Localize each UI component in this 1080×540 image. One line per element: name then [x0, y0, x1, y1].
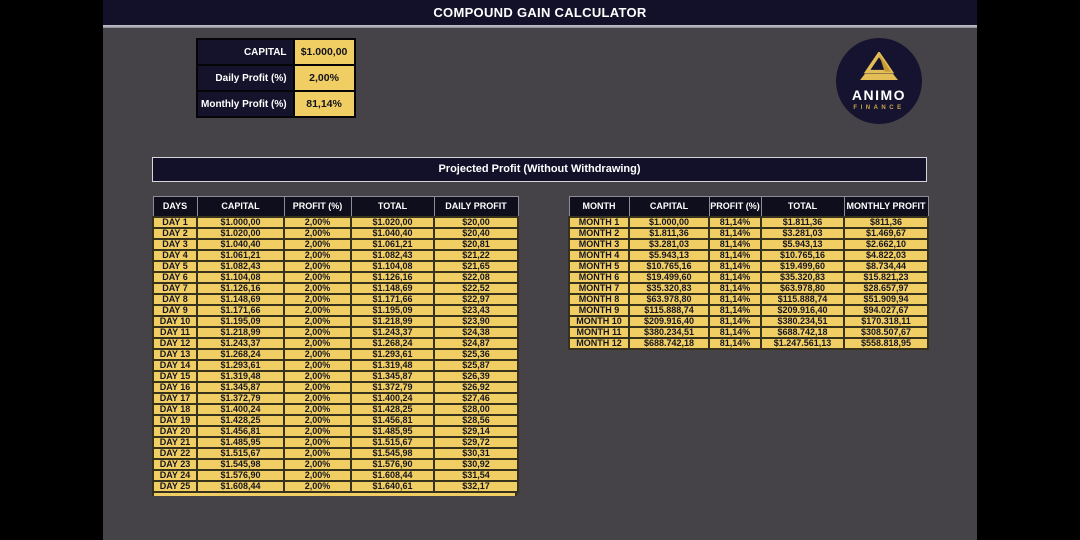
value-cell[interactable]: $28,56	[434, 415, 518, 426]
inputs-block	[196, 38, 356, 118]
value-cell[interactable]: $1.195,09	[351, 305, 434, 316]
monthly-projection-table	[568, 196, 929, 350]
value-cell[interactable]: $1.020,00	[351, 217, 434, 228]
value-cell[interactable]: $94.027,67	[844, 305, 928, 316]
table-row	[569, 316, 928, 327]
value-cell[interactable]: 81,14%	[709, 261, 761, 272]
value-cell[interactable]: 81,14%	[709, 272, 761, 283]
monthly-header-row	[569, 197, 928, 217]
table-row	[153, 437, 518, 448]
value-cell[interactable]: 2,00%	[284, 217, 351, 228]
value-cell[interactable]: $30,31	[434, 448, 518, 459]
value-cell[interactable]: 2,00%	[284, 327, 351, 338]
value-cell[interactable]: 2,00%	[284, 294, 351, 305]
value-cell[interactable]: $2.662,10	[844, 239, 928, 250]
column-header: PROFIT (%)	[709, 197, 761, 217]
row-label-cell[interactable]: DAY 13	[153, 349, 197, 360]
value-cell[interactable]: $380.234,51	[629, 327, 709, 338]
row-label-cell[interactable]: MONTH 7	[569, 283, 629, 294]
value-cell[interactable]: $1.372,79	[351, 382, 434, 393]
table-row	[153, 426, 518, 437]
value-cell[interactable]: $22,08	[434, 272, 518, 283]
row-label-cell[interactable]: DAY 19	[153, 415, 197, 426]
value-cell[interactable]: $15.821,23	[844, 272, 928, 283]
value-cell[interactable]: $1.171,66	[351, 294, 434, 305]
value-cell[interactable]: $1.218,99	[197, 327, 284, 338]
row-label-cell[interactable]: DAY 16	[153, 382, 197, 393]
value-cell[interactable]: $209.916,40	[629, 316, 709, 327]
value-cell[interactable]: $380.234,51	[761, 316, 844, 327]
value-cell[interactable]: $23,43	[434, 305, 518, 316]
value-cell[interactable]: $1.148,69	[197, 294, 284, 305]
value-cell[interactable]: 81,14%	[709, 338, 761, 349]
row-label-cell[interactable]: MONTH 1	[569, 217, 629, 228]
row-label-cell[interactable]: DAY 5	[153, 261, 197, 272]
row-label-cell[interactable]: MONTH 2	[569, 228, 629, 239]
row-label-cell[interactable]: DAY 20	[153, 426, 197, 437]
value-cell[interactable]: 2,00%	[284, 360, 351, 371]
table-row	[153, 360, 518, 371]
value-cell[interactable]: $5.943,13	[761, 239, 844, 250]
table-row	[569, 272, 928, 283]
table-row	[569, 250, 928, 261]
value-cell[interactable]: $1.428,25	[197, 415, 284, 426]
value-cell[interactable]: $20,40	[434, 228, 518, 239]
value-cell[interactable]: $115.888,74	[761, 294, 844, 305]
column-header: CAPITAL	[629, 197, 709, 217]
value-cell[interactable]: $5.943,13	[629, 250, 709, 261]
value-cell[interactable]: $30,92	[434, 459, 518, 470]
row-label-cell[interactable]: DAY 12	[153, 338, 197, 349]
row-label-cell[interactable]: DAY 24	[153, 470, 197, 481]
column-header: TOTAL	[761, 197, 844, 217]
value-cell[interactable]: $1.020,00	[197, 228, 284, 239]
table-row	[153, 261, 518, 272]
value-cell[interactable]: $1.247.561,13	[761, 338, 844, 349]
value-cell[interactable]: $1.268,24	[197, 349, 284, 360]
table-row	[153, 371, 518, 382]
table-row	[153, 415, 518, 426]
table-row	[153, 404, 518, 415]
value-cell[interactable]: $8.734,44	[844, 261, 928, 272]
value-cell[interactable]: $25,36	[434, 349, 518, 360]
value-cell[interactable]: $20,00	[434, 217, 518, 228]
value-cell[interactable]: 2,00%	[284, 305, 351, 316]
value-cell[interactable]: $24,87	[434, 338, 518, 349]
table-row	[569, 327, 928, 338]
value-cell[interactable]: 2,00%	[284, 382, 351, 393]
value-cell[interactable]: $170.318,11	[844, 316, 928, 327]
table-row	[569, 261, 928, 272]
value-cell[interactable]: $26,92	[434, 382, 518, 393]
value-cell[interactable]: $1.040,40	[351, 228, 434, 239]
value-cell[interactable]: $26,39	[434, 371, 518, 382]
column-header: CAPITAL	[197, 197, 284, 217]
value-cell[interactable]: $1.195,09	[197, 316, 284, 327]
daily-projection-table-wrap	[152, 196, 519, 496]
value-cell[interactable]: 2,00%	[284, 404, 351, 415]
table-row	[153, 239, 518, 250]
table-row	[569, 294, 928, 305]
value-cell[interactable]: $29,72	[434, 437, 518, 448]
value-cell[interactable]: $1.345,87	[197, 382, 284, 393]
table-row	[153, 327, 518, 338]
value-cell[interactable]: $1.811,36	[761, 217, 844, 228]
row-label-cell[interactable]: DAY 1	[153, 217, 197, 228]
value-cell[interactable]: $688.742,18	[761, 327, 844, 338]
value-cell[interactable]: $28.657,97	[844, 283, 928, 294]
table-row	[153, 393, 518, 404]
value-cell[interactable]: $22,97	[434, 294, 518, 305]
monthly-profit-row	[197, 91, 355, 117]
value-cell[interactable]: 2,00%	[284, 448, 351, 459]
value-cell[interactable]: 2,00%	[284, 261, 351, 272]
value-cell[interactable]: 2,00%	[284, 349, 351, 360]
title-divider	[103, 25, 977, 28]
row-label-cell[interactable]: DAY 6	[153, 272, 197, 283]
monthly-profit-label: Monthly Profit (%)	[197, 91, 294, 117]
row-label-cell[interactable]: DAY 2	[153, 228, 197, 239]
value-cell[interactable]: $1.319,48	[197, 371, 284, 382]
value-cell[interactable]: $1.126,16	[197, 283, 284, 294]
value-cell[interactable]: $1.243,37	[351, 327, 434, 338]
value-cell[interactable]: $1.293,61	[351, 349, 434, 360]
value-cell[interactable]: $32,17	[434, 481, 518, 492]
value-cell[interactable]: $1.000,00	[629, 217, 709, 228]
value-cell[interactable]: $1.061,21	[351, 239, 434, 250]
triangle-a-logo-icon	[858, 52, 900, 85]
row-label-cell[interactable]: MONTH 11	[569, 327, 629, 338]
value-cell[interactable]: 81,14%	[709, 217, 761, 228]
value-cell[interactable]: 2,00%	[284, 283, 351, 294]
value-cell[interactable]: $209.916,40	[761, 305, 844, 316]
table-row	[153, 349, 518, 360]
value-cell[interactable]: $1.469,67	[844, 228, 928, 239]
value-cell[interactable]: $4.822,03	[844, 250, 928, 261]
value-cell[interactable]: 2,00%	[284, 415, 351, 426]
row-label-cell[interactable]: DAY 18	[153, 404, 197, 415]
value-cell[interactable]: $3.281,03	[761, 228, 844, 239]
column-header: PROFIT (%)	[284, 197, 351, 217]
value-cell[interactable]: $1.456,81	[351, 415, 434, 426]
value-cell[interactable]: $51.909,94	[844, 294, 928, 305]
table-row	[153, 470, 518, 481]
value-cell[interactable]: $3.281,03	[629, 239, 709, 250]
capital-value-cell[interactable]: $1.000,00	[294, 39, 355, 65]
value-cell[interactable]: $31,54	[434, 470, 518, 481]
row-label-cell[interactable]: DAY 3	[153, 239, 197, 250]
logo-sub-text: FINANCE	[853, 104, 905, 111]
column-header: MONTH	[569, 197, 629, 217]
animo-finance-logo	[836, 38, 922, 124]
value-cell[interactable]: $1.811,36	[629, 228, 709, 239]
value-cell[interactable]: 81,14%	[709, 283, 761, 294]
value-cell[interactable]: 2,00%	[284, 393, 351, 404]
value-cell[interactable]: 81,14%	[709, 305, 761, 316]
value-cell[interactable]: 81,14%	[709, 327, 761, 338]
row-label-cell[interactable]: MONTH 3	[569, 239, 629, 250]
table-row	[569, 217, 928, 228]
row-label-cell[interactable]: DAY 9	[153, 305, 197, 316]
value-cell[interactable]: $1.485,95	[197, 437, 284, 448]
column-header: DAYS	[153, 197, 197, 217]
value-cell[interactable]: $1.218,99	[351, 316, 434, 327]
table-row	[153, 272, 518, 283]
row-label-cell[interactable]: DAY 11	[153, 327, 197, 338]
table-row	[153, 338, 518, 349]
value-cell[interactable]: 81,14%	[709, 250, 761, 261]
value-cell[interactable]: $1.515,67	[197, 448, 284, 459]
column-header: DAILY PROFIT	[434, 197, 518, 217]
table-row	[569, 283, 928, 294]
row-label-cell[interactable]: MONTH 12	[569, 338, 629, 349]
value-cell[interactable]: $1.293,61	[197, 360, 284, 371]
daily-profit-value-cell[interactable]: 2,00%	[294, 65, 355, 91]
main-panel	[103, 0, 977, 540]
value-cell[interactable]: $1.372,79	[197, 393, 284, 404]
value-cell[interactable]: $27,46	[434, 393, 518, 404]
daily-header-row	[153, 197, 518, 217]
table-row	[153, 382, 518, 393]
value-cell[interactable]: $1.608,44	[197, 481, 284, 492]
value-cell[interactable]: 2,00%	[284, 239, 351, 250]
value-cell[interactable]: 81,14%	[709, 239, 761, 250]
daily-profit-label: Daily Profit (%)	[197, 65, 294, 91]
page-title: COMPOUND GAIN CALCULATOR	[103, 0, 977, 25]
value-cell[interactable]: $1.126,16	[351, 272, 434, 283]
row-label-cell[interactable]: DAY 23	[153, 459, 197, 470]
row-label-cell[interactable]: DAY 21	[153, 437, 197, 448]
table-row	[569, 305, 928, 316]
value-cell[interactable]: $20,81	[434, 239, 518, 250]
value-cell[interactable]: $21,65	[434, 261, 518, 272]
table-row	[153, 228, 518, 239]
value-cell[interactable]: $1.400,24	[351, 393, 434, 404]
value-cell[interactable]: $19.499,60	[629, 272, 709, 283]
value-cell[interactable]: $1.148,69	[351, 283, 434, 294]
value-cell[interactable]: $35.320,83	[761, 272, 844, 283]
value-cell[interactable]: $23,90	[434, 316, 518, 327]
value-cell[interactable]: $1.104,08	[197, 272, 284, 283]
table-row	[569, 239, 928, 250]
value-cell[interactable]: 81,14%	[709, 316, 761, 327]
value-cell[interactable]: $1.082,43	[351, 250, 434, 261]
value-cell[interactable]: $10.765,16	[629, 261, 709, 272]
value-cell[interactable]: $25,87	[434, 360, 518, 371]
table-row	[153, 305, 518, 316]
value-cell[interactable]: $1.545,98	[197, 459, 284, 470]
value-cell[interactable]: $35.320,83	[629, 283, 709, 294]
value-cell[interactable]: $1.576,90	[197, 470, 284, 481]
value-cell[interactable]: $115.888,74	[629, 305, 709, 316]
value-cell[interactable]: $10.765,16	[761, 250, 844, 261]
value-cell[interactable]: $558.818,95	[844, 338, 928, 349]
monthly-projection-table-wrap	[568, 196, 929, 350]
row-label-cell[interactable]: DAY 15	[153, 371, 197, 382]
table-row	[153, 316, 518, 327]
table-row	[153, 250, 518, 261]
value-cell[interactable]: 2,00%	[284, 470, 351, 481]
value-cell[interactable]: 2,00%	[284, 371, 351, 382]
table-row	[153, 294, 518, 305]
row-label-cell[interactable]: MONTH 9	[569, 305, 629, 316]
table-row	[569, 228, 928, 239]
row-label-cell[interactable]: MONTH 8	[569, 294, 629, 305]
value-cell[interactable]: $21,22	[434, 250, 518, 261]
row-label-cell[interactable]: DAY 8	[153, 294, 197, 305]
row-label-cell[interactable]: MONTH 4	[569, 250, 629, 261]
value-cell[interactable]: 2,00%	[284, 250, 351, 261]
column-header: TOTAL	[351, 197, 434, 217]
row-label-cell[interactable]: DAY 4	[153, 250, 197, 261]
value-cell[interactable]: $1.608,44	[351, 470, 434, 481]
row-label-cell[interactable]: DAY 10	[153, 316, 197, 327]
row-label-cell[interactable]: MONTH 5	[569, 261, 629, 272]
table-row	[569, 338, 928, 349]
value-cell[interactable]: 2,00%	[284, 481, 351, 492]
table-row	[153, 217, 518, 228]
value-cell[interactable]: $1.456,81	[197, 426, 284, 437]
value-cell[interactable]: $63.978,80	[629, 294, 709, 305]
row-label-cell[interactable]: DAY 7	[153, 283, 197, 294]
value-cell[interactable]: 2,00%	[284, 228, 351, 239]
value-cell[interactable]: $1.545,98	[351, 448, 434, 459]
value-cell[interactable]: $1.345,87	[351, 371, 434, 382]
value-cell[interactable]: $1.640,61	[351, 481, 434, 492]
logo-brand-text: ANIMO	[851, 86, 907, 103]
capital-row	[197, 39, 355, 65]
value-cell[interactable]: $811,36	[844, 217, 928, 228]
row-label-cell[interactable]: DAY 22	[153, 448, 197, 459]
value-cell[interactable]: $19.499,60	[761, 261, 844, 272]
row-label-cell[interactable]: DAY 14	[153, 360, 197, 371]
value-cell[interactable]: $29,14	[434, 426, 518, 437]
value-cell[interactable]: $1.319,48	[351, 360, 434, 371]
value-cell[interactable]: $22,52	[434, 283, 518, 294]
row-label-cell[interactable]: DAY 17	[153, 393, 197, 404]
table-row	[153, 283, 518, 294]
monthly-profit-value-cell[interactable]: 81,14%	[294, 91, 355, 117]
value-cell[interactable]: 2,00%	[284, 437, 351, 448]
value-cell[interactable]: 2,00%	[284, 459, 351, 470]
value-cell[interactable]: $1.485,95	[351, 426, 434, 437]
value-cell[interactable]: $1.082,43	[197, 261, 284, 272]
value-cell[interactable]: $1.104,08	[351, 261, 434, 272]
value-cell[interactable]: $1.061,21	[197, 250, 284, 261]
daily-profit-row	[197, 65, 355, 91]
value-cell[interactable]: $1.268,24	[351, 338, 434, 349]
value-cell[interactable]: $1.400,24	[197, 404, 284, 415]
value-cell[interactable]: 2,00%	[284, 316, 351, 327]
value-cell[interactable]: $63.978,80	[761, 283, 844, 294]
row-label-cell[interactable]: DAY 25	[153, 481, 197, 492]
value-cell[interactable]: $1.171,66	[197, 305, 284, 316]
value-cell[interactable]: $688.742,18	[629, 338, 709, 349]
row-label-cell[interactable]: MONTH 6	[569, 272, 629, 283]
daily-projection-table	[152, 196, 519, 493]
value-cell[interactable]: 2,00%	[284, 426, 351, 437]
column-header: MONTHLY PROFIT	[844, 197, 928, 217]
value-cell[interactable]: 2,00%	[284, 272, 351, 283]
table-row	[153, 448, 518, 459]
table-row	[153, 481, 518, 492]
value-cell[interactable]: $1.243,37	[197, 338, 284, 349]
value-cell[interactable]: $24,38	[434, 327, 518, 338]
section-title: Projected Profit (Without Withdrawing)	[152, 157, 927, 182]
value-cell[interactable]: $1.576,90	[351, 459, 434, 470]
value-cell[interactable]: $28,00	[434, 404, 518, 415]
value-cell[interactable]: $1.428,25	[351, 404, 434, 415]
value-cell[interactable]: $1.040,40	[197, 239, 284, 250]
table-row	[153, 459, 518, 470]
row-label-cell[interactable]: MONTH 10	[569, 316, 629, 327]
value-cell[interactable]: $1.515,67	[351, 437, 434, 448]
capital-label: CAPITAL	[197, 39, 294, 65]
value-cell[interactable]: 81,14%	[709, 294, 761, 305]
value-cell[interactable]: $1.000,00	[197, 217, 284, 228]
clipped-next-row	[152, 493, 517, 496]
value-cell[interactable]: 2,00%	[284, 338, 351, 349]
value-cell[interactable]: 81,14%	[709, 228, 761, 239]
value-cell[interactable]: $308.507,67	[844, 327, 928, 338]
